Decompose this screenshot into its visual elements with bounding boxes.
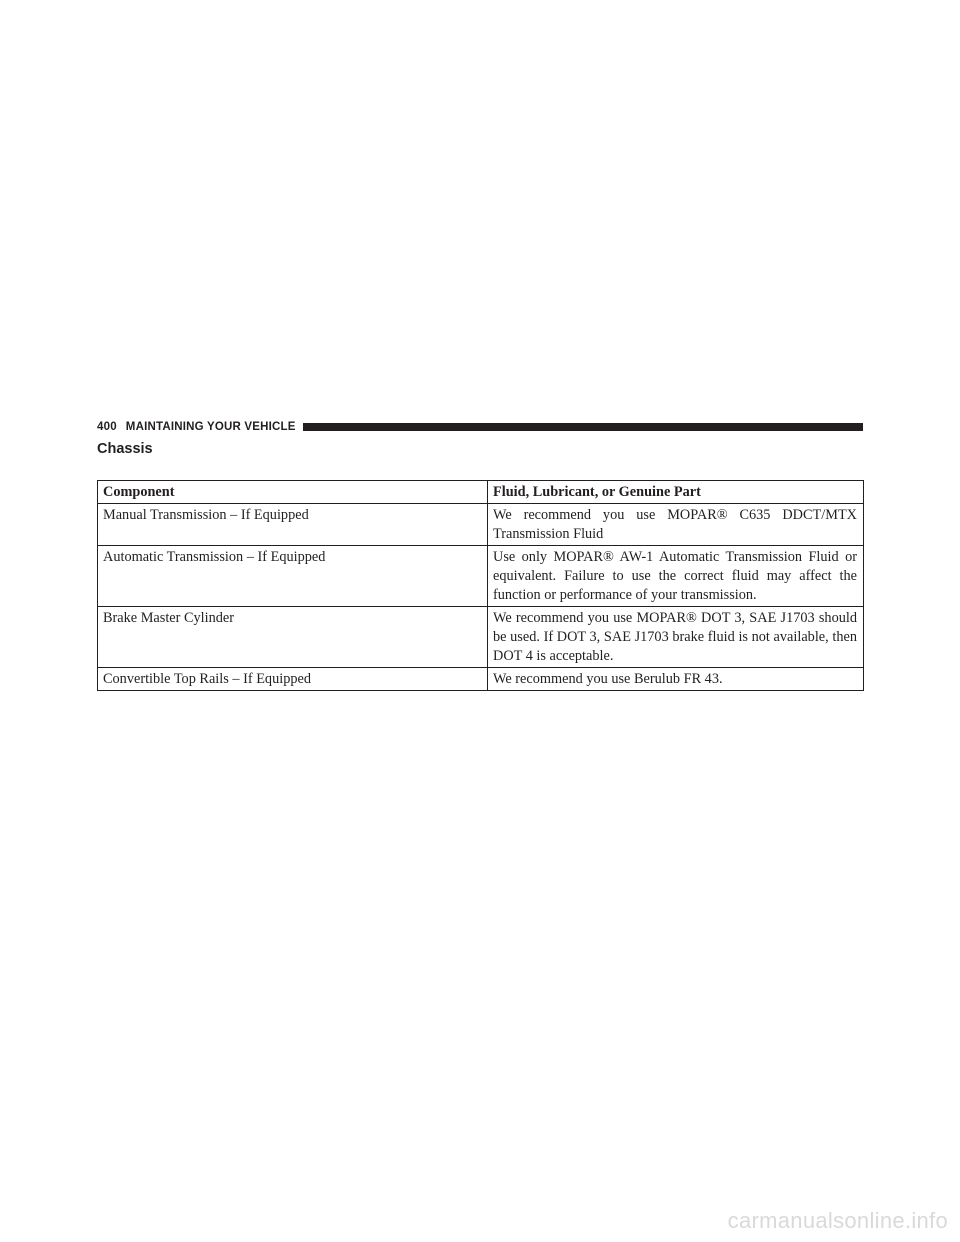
header-component: Component (98, 481, 488, 504)
fluids-table (97, 480, 864, 691)
cell-fluid: We recommend you use MOPAR® C635 DDCT/MTX Transmission Fluid (488, 504, 864, 546)
cell-fluid: We recommend you use Berulub FR 43. (488, 668, 864, 691)
watermark: carmanualsonline.info (727, 1208, 948, 1233)
cell-fluid: Use only MOPAR® AW-1 Automatic Transmission Fluid or equivalent. Failure to use the correct fluid may affect the function or performance of your transmission. (488, 546, 864, 607)
table-row (98, 607, 864, 668)
cell-component: Manual Transmission – If Equipped (98, 504, 488, 546)
table-row (98, 504, 864, 546)
cell-fluid: We recommend you use MOPAR® DOT 3, SAE J1703 should be used. If DOT 3, SAE J1703 brake fluid is not available, then DOT 4 is acceptable. (488, 607, 864, 668)
cell-component: Brake Master Cylinder (98, 607, 488, 668)
section-name: MAINTAINING YOUR VEHICLE (125, 421, 296, 433)
cell-component: Automatic Transmission – If Equipped (98, 546, 488, 607)
header-fluid: Fluid, Lubricant, or Genuine Part (488, 481, 864, 504)
table-row (98, 668, 864, 691)
table-header-row (98, 481, 864, 504)
page-header (97, 419, 863, 435)
header-rule (303, 423, 863, 431)
page-number: 400 (97, 421, 117, 433)
table-row (98, 546, 864, 607)
section-title: Chassis (97, 441, 153, 457)
cell-component: Convertible Top Rails – If Equipped (98, 668, 488, 691)
